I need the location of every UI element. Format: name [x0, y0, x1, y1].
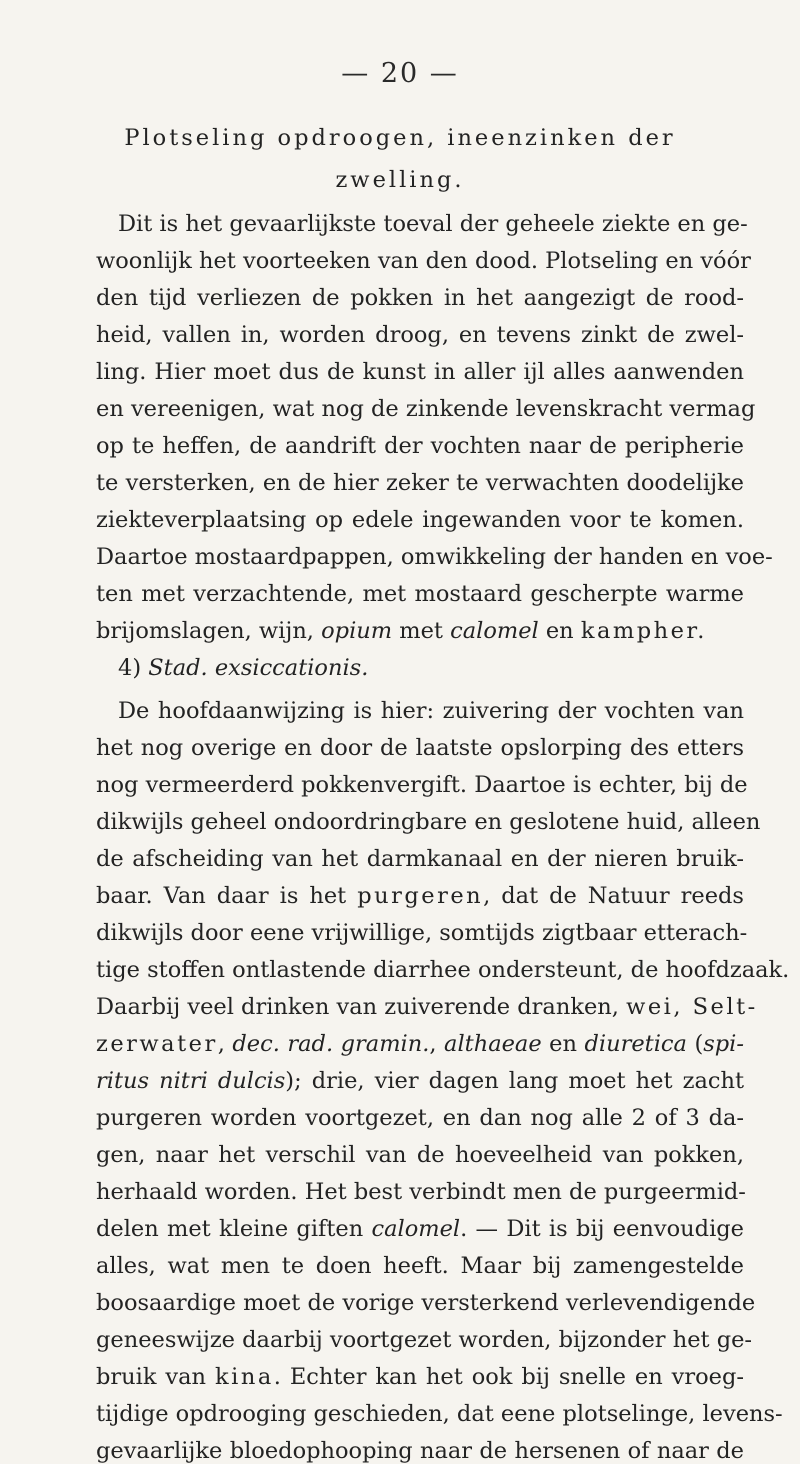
paragraph-1-line: op te heffen, de aandrift der vochten naar de peripherie — [96, 433, 744, 459]
paragraph-2-line — [96, 994, 758, 1020]
text-run: ); drie, vier dagen lang moet het zacht — [285, 1068, 744, 1094]
paragraph-2-line — [96, 1070, 744, 1093]
paragraph-2-line: gevaarlijke bloedophooping naar de hersenen of naar de — [96, 1438, 744, 1464]
text-run: , — [429, 1031, 445, 1057]
spaced-term-wei: wei, Selt- — [626, 994, 758, 1020]
section-number: 4) — [118, 655, 149, 681]
italic-term-calomel: calomel — [450, 618, 539, 644]
text-run: ( — [686, 1031, 704, 1057]
section-heading-line-2: zwelling. — [335, 167, 465, 193]
paragraph-2-line: alles, wat men te doen heeft. Maar bij zamengestelde — [96, 1253, 744, 1279]
section-4-heading — [118, 657, 368, 680]
text-run: en — [538, 618, 581, 644]
paragraph-2-line: gen, naar het verschil van de hoeveelheid van pokken, — [96, 1142, 744, 1168]
text-run: baar. Van daar is het — [96, 883, 358, 909]
paragraph-1-line: ziekteverplaatsing op edele ingewanden voor te komen. — [96, 507, 744, 533]
spaced-term-purgeren: purgeren — [357, 883, 484, 909]
section-title: Stad. exsiccationis. — [148, 655, 369, 681]
paragraph-2-line: De hoofdaanwijzing is hier: zuivering der vochten van — [118, 698, 744, 724]
paragraph-2-line: dikwijls geheel ondoordringbare en geslotene huid, alleen — [96, 809, 761, 835]
paragraph-1-line: Dit is het gevaarlijkste toeval der geheele ziekte en ge- — [118, 211, 748, 237]
paragraph-1-line: heid, vallen in, worden droog, en tevens zinkt de zwel- — [96, 322, 744, 348]
paragraph-2-line: nog vermeerderd pokkenvergift. Daartoe is echter, bij de — [96, 772, 748, 798]
paragraph-2-line — [96, 885, 744, 908]
paragraph-1-line: ten met verzachtende, met mostaard gescherpte warme — [96, 581, 744, 607]
paragraph-1-line: woonlijk het voorteeken van den dood. Plotseling en vóór — [96, 248, 751, 274]
paragraph-2-line: het nog overige en door de laatste opslorping des etters — [96, 735, 744, 761]
paragraph-2-line: herhaald worden. Het best verbindt men de purgeermid- — [96, 1179, 746, 1205]
text-run: , dat de Natuur reeds — [483, 883, 744, 909]
paragraph-1-last-line — [96, 620, 707, 643]
paragraph-2-line — [96, 1033, 744, 1056]
paragraph-1-line: Daartoe mostaardpappen, omwikkeling der handen en voe- — [96, 544, 773, 570]
paragraph-2-line: boosaardige moet de vorige versterkend verlevendigende — [96, 1290, 756, 1316]
paragraph-1-line: en vereenigen, wat nog de zinkende levenskracht vermag — [96, 396, 756, 422]
text-run: . — Dit is bij eenvoudige — [460, 1216, 744, 1242]
paragraph-2-line: tijdige opdrooging geschieden, dat eene plotselinge, levens- — [96, 1401, 783, 1427]
spaced-term-kina: kina — [215, 1364, 274, 1390]
italic-term: dec. rad. gramin. — [232, 1031, 430, 1057]
paragraph-2-line — [96, 1366, 744, 1389]
paragraph-2-line: dikwijls door eene vrijwillige, somtijds zigtbaar etterach- — [96, 920, 748, 946]
text-run: Daarbij veel drinken van zuiverende dranken, — [96, 994, 627, 1020]
text-run: met — [392, 618, 451, 644]
text-run: delen met kleine giften — [96, 1216, 372, 1242]
paragraph-2-line: de afscheiding van het darmkanaal en der nieren bruik- — [96, 846, 744, 872]
section-heading-line-1: Plotseling opdroogen, ineenzinken der — [124, 125, 676, 151]
text-run: bruik van — [96, 1364, 215, 1390]
paragraph-2-line: tige stoffen ontlastende diarrhee ondersteunt, de hoofdzaak. — [96, 957, 790, 983]
italic-term: ritus nitri dulcis — [96, 1068, 286, 1094]
page-number: — 20 — — [341, 58, 459, 89]
text-run: . Echter kan het ook bij snelle en vroeg- — [273, 1364, 745, 1390]
paragraph-2-line: geneeswijze daarbij voortgezet worden, bijzonder het ge- — [96, 1327, 753, 1353]
italic-term: diuretica — [584, 1031, 687, 1057]
paragraph-1-line: ling. Hier moet dus de kunst in aller ijl alles aanwenden — [96, 359, 744, 385]
spaced-term-kampher: kampher. — [580, 618, 707, 644]
italic-term-calomel: calomel — [371, 1216, 461, 1242]
paragraph-2-line: purgeren worden voortgezet, en dan nog alle 2 of 3 da- — [96, 1105, 744, 1131]
italic-term-opium: opium — [321, 618, 393, 644]
text-run: , — [217, 1031, 233, 1057]
paragraph-2-line — [96, 1218, 744, 1241]
paragraph-1-line: te versterken, en de hier zeker te verwachten doodelijke — [96, 470, 744, 496]
text-run: en — [541, 1031, 585, 1057]
italic-term: spi- — [703, 1031, 744, 1057]
spaced-term-zerwater: zerwater — [96, 1031, 218, 1057]
paragraph-1-line: den tijd verliezen de pokken in het aangezigt de rood- — [96, 285, 744, 311]
text-run: brijomslagen, wijn, — [96, 618, 322, 644]
italic-term: althaeae — [444, 1031, 542, 1057]
